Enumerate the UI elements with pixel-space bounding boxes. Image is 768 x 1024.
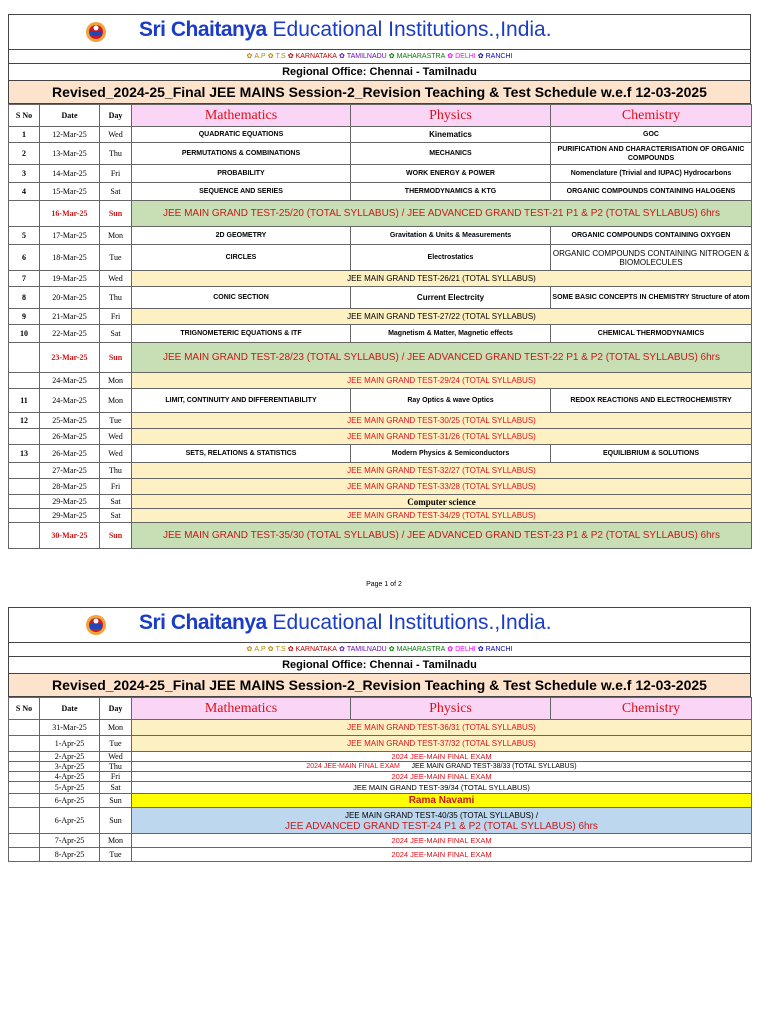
cell-date: 7-Apr-25: [40, 834, 100, 848]
cell-sno: [9, 495, 40, 509]
cell-day: Sun: [100, 794, 132, 808]
cell-date: 28-Mar-25: [40, 479, 100, 495]
cell-maths-topic: PROBABILITY: [132, 165, 351, 183]
table-row: [9, 736, 752, 752]
cell-sno: [9, 752, 40, 762]
cell-day: Thu: [100, 143, 132, 165]
cell-sno: [9, 201, 40, 227]
cell-date: 2-Apr-25: [40, 752, 100, 762]
cell-sno: 3: [9, 165, 40, 183]
state-label: A.P: [254, 646, 266, 653]
event-cell: JEE MAIN GRAND TEST-37/32 (TOTAL SYLLABUS): [132, 736, 752, 752]
cell-sno: 6: [9, 245, 40, 271]
cell-day: Mon: [100, 389, 132, 413]
table-row: [9, 201, 752, 227]
table-row: [9, 325, 752, 343]
cell-sno: 9: [9, 309, 40, 325]
col-day: Day: [100, 698, 132, 720]
event-cell: JEE MAIN GRAND TEST-26/21 (TOTAL SYLLABUS): [132, 271, 752, 287]
cell-date: 16-Mar-25: [40, 201, 100, 227]
cell-date: 8-Apr-25: [40, 848, 100, 862]
cell-day: Wed: [100, 752, 132, 762]
flower-bullet-icon: ✿: [287, 646, 294, 653]
states-strip: [8, 50, 751, 63]
col-physics: Physics: [351, 105, 551, 127]
cell-maths-topic: CONIC SECTION: [132, 287, 351, 309]
state-label: A.P: [254, 53, 266, 60]
col-chemistry: Chemistry: [551, 105, 752, 127]
state-label: T.S: [275, 646, 286, 653]
state-label: MAHARASTRA: [396, 646, 446, 653]
event-cell: JEE MAIN GRAND TEST-35/30 (TOTAL SYLLABUS) / JEE ADVANCED GRAND TEST-23 P1 & P2 (TOTAL SYLLABUS) 6hrs: [132, 523, 752, 549]
cell-date: 24-Mar-25: [40, 373, 100, 389]
cell-date: 17-Mar-25: [40, 227, 100, 245]
cell-maths-topic: 2D GEOMETRY: [132, 227, 351, 245]
regional-office: Regional Office: Chennai - Tamilnadu: [8, 656, 751, 674]
cell-day: Wed: [100, 271, 132, 287]
col-date: Date: [40, 698, 100, 720]
table-row: [9, 848, 752, 862]
table-row: [9, 834, 752, 848]
cell-date: 27-Mar-25: [40, 463, 100, 479]
cell-day: Thu: [100, 762, 132, 772]
cell-sno: [9, 720, 40, 736]
event-cell: JEE MAIN GRAND TEST-29/24 (TOTAL SYLLABUS): [132, 373, 752, 389]
flower-bullet-icon: ✿: [447, 646, 454, 653]
cell-date: 13-Mar-25: [40, 143, 100, 165]
event-cell: 2024 JEE-MAIN FINAL EXAM: [132, 772, 752, 782]
regional-office: Regional Office: Chennai - Tamilnadu: [8, 63, 751, 81]
event-cell: 2024 JEE-MAIN FINAL EXAM: [132, 752, 752, 762]
cell-sno: [9, 509, 40, 523]
table-row: [9, 271, 752, 287]
cell-chemistry-topic: CHEMICAL THERMODYNAMICS: [551, 325, 752, 343]
table-row: [9, 389, 752, 413]
states-strip: [8, 643, 751, 656]
cell-day: Fri: [100, 772, 132, 782]
institution-header: [8, 607, 751, 643]
state-label: TAMILNADU: [346, 646, 387, 653]
cell-sno: [9, 429, 40, 445]
event-cell: JEE MAIN GRAND TEST-31/26 (TOTAL SYLLABUS): [132, 429, 752, 445]
cell-date: 29-Mar-25: [40, 509, 100, 523]
schedule-table: [8, 697, 752, 862]
cell-sno: 10: [9, 325, 40, 343]
cell-date: 19-Mar-25: [40, 271, 100, 287]
cell-sno: [9, 343, 40, 373]
schedule-page-2: [8, 607, 751, 862]
col-sno: S No: [9, 105, 40, 127]
event-cell: JEE MAIN GRAND TEST-28/23 (TOTAL SYLLABUS) / JEE ADVANCED GRAND TEST-22 P1 & P2 (TOTAL SYLLABUS) 6hrs: [132, 343, 752, 373]
cell-sno: [9, 523, 40, 549]
event-cell: Rama Navami: [132, 794, 752, 808]
cell-chemistry-topic: REDOX REACTIONS AND ELECTROCHEMISTRY: [551, 389, 752, 413]
cell-maths-topic: SETS, RELATIONS & STATISTICS: [132, 445, 351, 463]
cell-date: 5-Apr-25: [40, 782, 100, 794]
cell-day: Sat: [100, 325, 132, 343]
brand-name: Sri Chaitanya: [139, 18, 267, 41]
cell-chemistry-topic: SOME BASIC CONCEPTS IN CHEMISTRY Structure of atom: [551, 287, 752, 309]
cell-sno: 4: [9, 183, 40, 201]
col-date: Date: [40, 105, 100, 127]
institution-logo-icon: [85, 21, 107, 43]
state-label: DELHI: [455, 646, 476, 653]
cell-date: 25-Mar-25: [40, 413, 100, 429]
cell-day: Sat: [100, 782, 132, 794]
cell-day: Tue: [100, 413, 132, 429]
table-row: [9, 227, 752, 245]
flower-bullet-icon: ✿: [477, 53, 484, 60]
cell-sno: 12: [9, 413, 40, 429]
institution-title: [139, 18, 552, 42]
cell-day: Wed: [100, 429, 132, 445]
brand-name: Sri Chaitanya: [139, 611, 267, 634]
col-physics: Physics: [351, 698, 551, 720]
cell-chemistry-topic: ORGANIC COMPOUNDS CONTAINING OXYGEN: [551, 227, 752, 245]
cell-sno: 11: [9, 389, 40, 413]
cell-sno: [9, 479, 40, 495]
flower-bullet-icon: ✿: [338, 646, 345, 653]
cell-day: Sun: [100, 343, 132, 373]
event-black-text: JEE MAIN GRAND TEST-38/33 (TOTAL SYLLABUS): [411, 763, 577, 770]
flower-bullet-icon: ✿: [246, 646, 253, 653]
cell-day: Mon: [100, 834, 132, 848]
table-row: [9, 413, 752, 429]
cell-chemistry-topic: EQUILIBRIUM & SOLUTIONS: [551, 445, 752, 463]
cell-day: Sun: [100, 808, 132, 834]
cell-physics-topic: Kinematics: [351, 127, 551, 143]
schedule-title: Revised_2024-25_Final JEE MAINS Session-2_Revision Teaching & Test Schedule w.e.f 12-03-2025: [8, 674, 751, 697]
table-row: [9, 165, 752, 183]
cell-maths-topic: QUADRATIC EQUATIONS: [132, 127, 351, 143]
table-header-row: [9, 105, 752, 127]
cell-sno: 1: [9, 127, 40, 143]
cell-date: 6-Apr-25: [40, 808, 100, 834]
table-row: [9, 762, 752, 772]
event-cell: 2024 JEE-MAIN FINAL EXAM: [132, 834, 752, 848]
state-label: DELHI: [455, 53, 476, 60]
table-row: [9, 752, 752, 762]
cell-day: Sat: [100, 183, 132, 201]
table-row: [9, 782, 752, 794]
cell-day: Mon: [100, 373, 132, 389]
cell-date: 4-Apr-25: [40, 772, 100, 782]
cell-day: Sun: [100, 523, 132, 549]
cell-chemistry-topic: Nomenclature (Trivial and IUPAC) Hydrocarbons: [551, 165, 752, 183]
cell-day: Thu: [100, 287, 132, 309]
cell-date: 6-Apr-25: [40, 794, 100, 808]
flower-bullet-icon: ✿: [267, 53, 274, 60]
table-row: [9, 143, 752, 165]
state-label: T.S: [275, 53, 286, 60]
col-day: Day: [100, 105, 132, 127]
event-cell: [132, 762, 752, 772]
event-cell: JEE MAIN GRAND TEST-30/25 (TOTAL SYLLABUS): [132, 413, 752, 429]
cell-physics-topic: Electrostatics: [351, 245, 551, 271]
flower-bullet-icon: ✿: [246, 53, 253, 60]
event-cell: JEE MAIN GRAND TEST-36/31 (TOTAL SYLLABUS): [132, 720, 752, 736]
cell-date: 26-Mar-25: [40, 429, 100, 445]
cell-physics-topic: THERMODYNAMICS & KTG: [351, 183, 551, 201]
event-cell: Computer science: [132, 495, 752, 509]
page-number: Page 1 of 2: [366, 581, 402, 588]
cell-sno: [9, 782, 40, 794]
cell-day: Sat: [100, 509, 132, 523]
table-row: [9, 772, 752, 782]
event-cell: JEE MAIN GRAND TEST-27/22 (TOTAL SYLLABUS): [132, 309, 752, 325]
cell-date: 1-Apr-25: [40, 736, 100, 752]
schedule-table: [8, 104, 752, 549]
cell-date: 30-Mar-25: [40, 523, 100, 549]
cell-sno: 8: [9, 287, 40, 309]
cell-maths-topic: SEQUENCE AND SERIES: [132, 183, 351, 201]
event-red-text: 2024 JEE-MAIN FINAL EXAM: [306, 763, 400, 770]
cell-physics-topic: Current Electrcity: [351, 287, 551, 309]
cell-day: Tue: [100, 736, 132, 752]
state-label: KARNATAKA: [295, 646, 337, 653]
flower-bullet-icon: ✿: [447, 53, 454, 60]
event-line-1: JEE MAIN GRAND TEST-40/35 (TOTAL SYLLABUS) /: [344, 810, 539, 820]
cell-date: 3-Apr-25: [40, 762, 100, 772]
cell-sno: 2: [9, 143, 40, 165]
cell-physics-topic: Magnetism & Matter, Magnetic effects: [351, 325, 551, 343]
cell-sno: [9, 794, 40, 808]
cell-physics-topic: Ray Optics & wave Optics: [351, 389, 551, 413]
cell-physics-topic: WORK ENERGY & POWER: [351, 165, 551, 183]
brand-rest: Educational Institutions.,India.: [266, 611, 552, 634]
cell-chemistry-topic: PURIFICATION AND CHARACTERISATION OF ORGANIC COMPOUNDS: [551, 143, 752, 165]
institution-logo-icon: [85, 614, 107, 636]
flower-bullet-icon: ✿: [477, 646, 484, 653]
cell-maths-topic: PERMUTATIONS & COMBINATIONS: [132, 143, 351, 165]
table-row: [9, 509, 752, 523]
cell-date: 14-Mar-25: [40, 165, 100, 183]
cell-chemistry-topic: ORGANIC COMPOUNDS CONTAINING HALOGENS: [551, 183, 752, 201]
institution-title: [139, 611, 552, 635]
event-cell: JEE MAIN GRAND TEST-33/28 (TOTAL SYLLABUS): [132, 479, 752, 495]
event-cell: JEE MAIN GRAND TEST-34/29 (TOTAL SYLLABUS): [132, 509, 752, 523]
table-row: [9, 808, 752, 834]
cell-date: 21-Mar-25: [40, 309, 100, 325]
state-label: KARNATAKA: [295, 53, 337, 60]
cell-day: Fri: [100, 479, 132, 495]
cell-sno: [9, 834, 40, 848]
cell-chemistry-topic: GOC: [551, 127, 752, 143]
cell-sno: [9, 373, 40, 389]
table-row: [9, 429, 752, 445]
cell-day: Sat: [100, 495, 132, 509]
cell-sno: 7: [9, 271, 40, 287]
table-row: [9, 127, 752, 143]
event-cell: 2024 JEE-MAIN FINAL EXAM: [132, 848, 752, 862]
cell-day: Fri: [100, 309, 132, 325]
cell-day: Wed: [100, 445, 132, 463]
cell-sno: [9, 772, 40, 782]
table-row: [9, 523, 752, 549]
cell-date: 31-Mar-25: [40, 720, 100, 736]
cell-day: Mon: [100, 720, 132, 736]
cell-date: 24-Mar-25: [40, 389, 100, 413]
cell-date: 12-Mar-25: [40, 127, 100, 143]
cell-date: 20-Mar-25: [40, 287, 100, 309]
table-row: [9, 495, 752, 509]
table-row: [9, 794, 752, 808]
cell-date: 29-Mar-25: [40, 495, 100, 509]
flower-bullet-icon: ✿: [338, 53, 345, 60]
table-row: [9, 183, 752, 201]
table-row: [9, 720, 752, 736]
table-row: [9, 343, 752, 373]
flower-bullet-icon: ✿: [388, 646, 395, 653]
event-cell: JEE MAIN GRAND TEST-32/27 (TOTAL SYLLABUS): [132, 463, 752, 479]
cell-day: Wed: [100, 127, 132, 143]
cell-sno: [9, 762, 40, 772]
cell-maths-topic: CIRCLES: [132, 245, 351, 271]
event-line-2: JEE ADVANCED GRAND TEST-24 P1 & P2 (TOTAL SYLLABUS) 6hrs: [285, 820, 598, 832]
cell-sno: [9, 848, 40, 862]
cell-chemistry-topic: ORGANIC COMPOUNDS CONTAINING NITROGEN & BIOMOLECULES: [551, 245, 752, 271]
cell-sno: [9, 736, 40, 752]
event-cell: [132, 808, 752, 834]
cell-day: Sun: [100, 201, 132, 227]
flower-bullet-icon: ✿: [267, 646, 274, 653]
cell-date: 18-Mar-25: [40, 245, 100, 271]
flower-bullet-icon: ✿: [388, 53, 395, 60]
event-cell: JEE MAIN GRAND TEST-39/34 (TOTAL SYLLABUS): [132, 782, 752, 794]
cell-sno: [9, 463, 40, 479]
cell-day: Tue: [100, 245, 132, 271]
table-row: [9, 373, 752, 389]
table-row: [9, 245, 752, 271]
state-label: RANCHI: [485, 53, 513, 60]
cell-maths-topic: TRIGNOMETERIC EQUATIONS & ITF: [132, 325, 351, 343]
table-row: [9, 309, 752, 325]
cell-date: 26-Mar-25: [40, 445, 100, 463]
cell-maths-topic: LIMIT, CONTINUITY AND DIFFERENTIABILITY: [132, 389, 351, 413]
cell-sno: 13: [9, 445, 40, 463]
cell-sno: 5: [9, 227, 40, 245]
cell-physics-topic: MECHANICS: [351, 143, 551, 165]
table-row: [9, 445, 752, 463]
flower-bullet-icon: ✿: [287, 53, 294, 60]
cell-day: Thu: [100, 463, 132, 479]
table-row: [9, 463, 752, 479]
state-label: MAHARASTRA: [396, 53, 446, 60]
event-cell: JEE MAIN GRAND TEST-25/20 (TOTAL SYLLABUS) / JEE ADVANCED GRAND TEST-21 P1 & P2 (TOTAL SYLLABUS) 6hrs: [132, 201, 752, 227]
cell-day: Tue: [100, 848, 132, 862]
cell-date: 23-Mar-25: [40, 343, 100, 373]
table-row: [9, 479, 752, 495]
state-label: TAMILNADU: [346, 53, 387, 60]
institution-header: [8, 14, 751, 50]
schedule-page-1: [8, 14, 751, 549]
table-header-row: [9, 698, 752, 720]
col-chemistry: Chemistry: [551, 698, 752, 720]
cell-physics-topic: Modern Physics & Semiconductors: [351, 445, 551, 463]
table-row: [9, 287, 752, 309]
cell-date: 22-Mar-25: [40, 325, 100, 343]
state-label: RANCHI: [485, 646, 513, 653]
brand-rest: Educational Institutions.,India.: [266, 18, 552, 41]
cell-physics-topic: Gravitation & Units & Measurements: [351, 227, 551, 245]
cell-sno: [9, 808, 40, 834]
col-sno: S No: [9, 698, 40, 720]
cell-date: 15-Mar-25: [40, 183, 100, 201]
cell-day: Mon: [100, 227, 132, 245]
col-mathematics: Mathematics: [132, 698, 351, 720]
schedule-title: Revised_2024-25_Final JEE MAINS Session-2_Revision Teaching & Test Schedule w.e.f 12-03-2025: [8, 81, 751, 104]
col-mathematics: Mathematics: [132, 105, 351, 127]
cell-day: Fri: [100, 165, 132, 183]
